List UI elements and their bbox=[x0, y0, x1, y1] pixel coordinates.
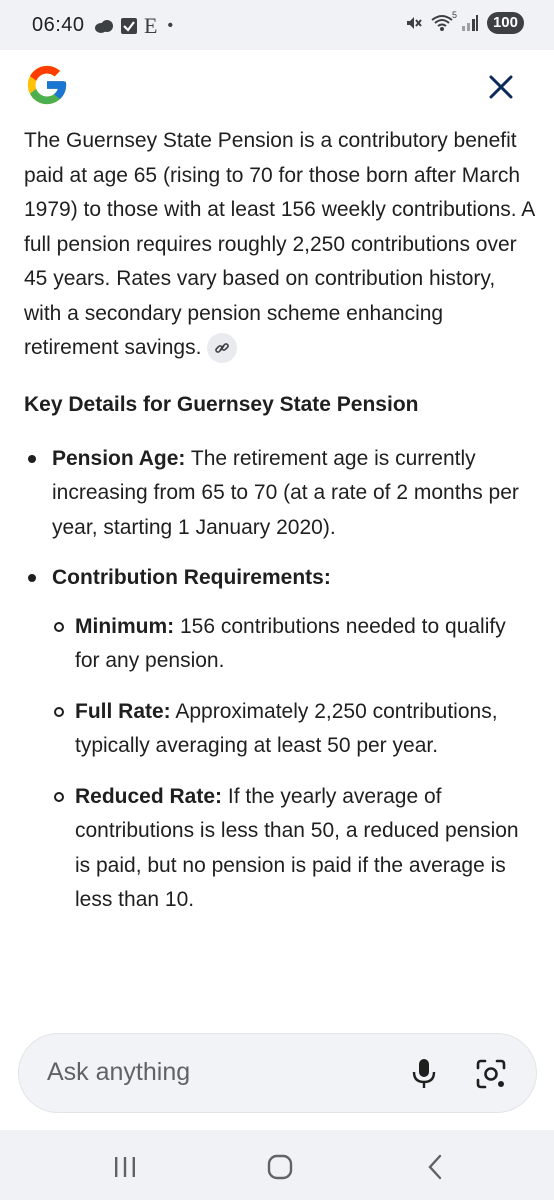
recents-icon[interactable] bbox=[110, 1152, 140, 1182]
answer-intro-text: The Guernsey State Pension is a contributory benefit paid at age 65 (rising to 70 for those born after March 1979) to those with at least 156 weekly contributions. A full pension requires roughly 2,250 contributions over 45 years. Rates vary based on contribution history, with a secondary pension scheme enhancing retirement savings. bbox=[24, 129, 535, 359]
ask-input[interactable]: Ask anything bbox=[47, 1058, 191, 1086]
sub-item-text: If the yearly average of contributions is less than 50, a reduced pension is paid, but no pension is paid if the average is less than 10. bbox=[75, 784, 519, 911]
cloud-icon bbox=[94, 18, 114, 34]
e-icon: E bbox=[144, 13, 158, 38]
source-link-chip[interactable] bbox=[207, 333, 237, 363]
list-item-label: Pension Age: bbox=[52, 446, 186, 470]
ask-bar[interactable] bbox=[18, 1033, 537, 1113]
status-time: 06:40 bbox=[32, 14, 85, 36]
list-item-text: The retirement age is currently increasing from 65 to 70 (at a rate of 2 months per year, starting 1 January 2020). bbox=[52, 446, 519, 539]
link-icon bbox=[214, 340, 230, 356]
section-heading: Key Details for Guernsey State Pension bbox=[24, 392, 419, 416]
home-icon[interactable] bbox=[265, 1152, 295, 1182]
notification-icons bbox=[94, 13, 173, 39]
contribution-sublist bbox=[52, 610, 536, 918]
close-icon[interactable] bbox=[486, 72, 516, 102]
sub-item-label: Reduced Rate: bbox=[75, 784, 223, 808]
sub-list-item bbox=[52, 695, 536, 764]
signal-icon bbox=[461, 15, 479, 31]
key-details-list bbox=[24, 442, 536, 918]
back-icon[interactable] bbox=[420, 1152, 450, 1182]
app-bar bbox=[0, 50, 554, 125]
system-icons bbox=[405, 12, 524, 34]
sub-list-item bbox=[52, 610, 536, 679]
mute-icon bbox=[405, 14, 423, 32]
wifi-icon bbox=[431, 10, 457, 32]
google-g-logo bbox=[24, 62, 70, 108]
dot-icon: • bbox=[167, 17, 174, 34]
sub-item-text: Approximately 2,250 contributions, typically averaging at least 50 per year. bbox=[75, 699, 498, 757]
battery-indicator: 100 bbox=[487, 12, 524, 34]
sub-list-item bbox=[52, 780, 536, 918]
camera-lens-icon[interactable] bbox=[475, 1058, 507, 1090]
sub-item-label: Minimum: bbox=[75, 614, 175, 638]
check-box-icon bbox=[120, 17, 138, 35]
wifi-badge: 5 bbox=[451, 10, 457, 20]
list-item bbox=[24, 561, 536, 918]
system-nav-bar bbox=[0, 1130, 554, 1200]
list-item bbox=[24, 442, 536, 546]
status-bar bbox=[0, 0, 554, 50]
sub-item-text: 156 contributions needed to qualify for any pension. bbox=[75, 614, 506, 672]
ai-answer bbox=[24, 124, 536, 934]
sub-item-label: Full Rate: bbox=[75, 699, 171, 723]
list-item-label: Contribution Requirements: bbox=[52, 566, 331, 589]
microphone-icon[interactable] bbox=[411, 1058, 437, 1090]
answer-intro bbox=[24, 124, 536, 366]
